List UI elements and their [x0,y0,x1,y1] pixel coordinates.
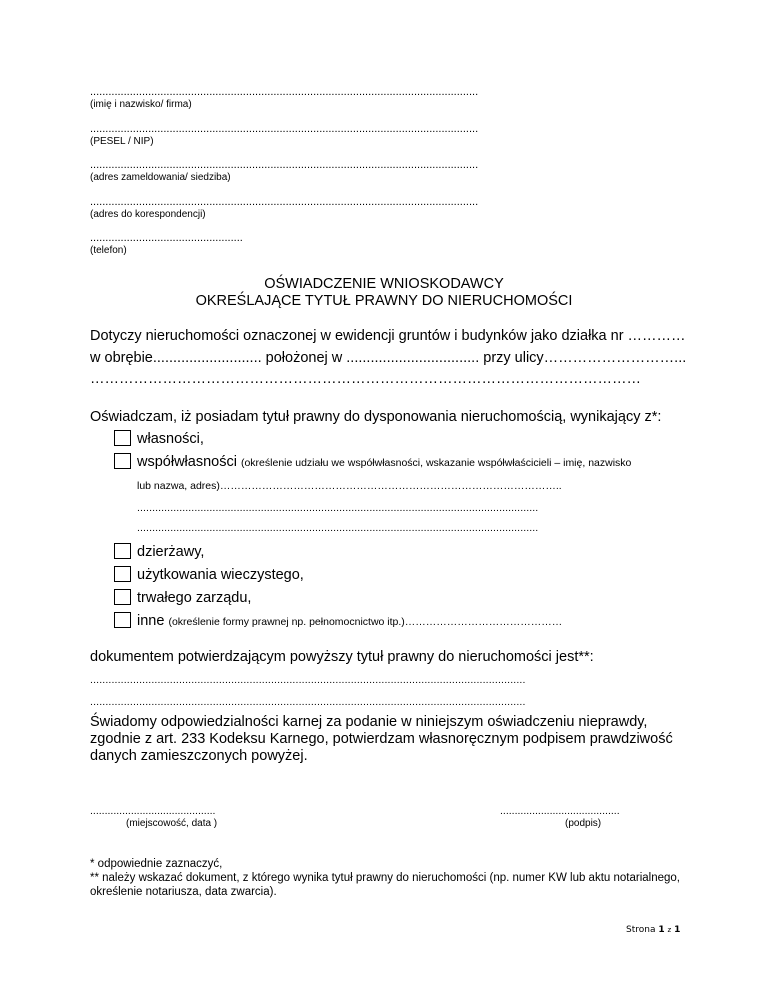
co-ownership-note-line2[interactable]: lub nazwa, adres)…………………………………………………………………………………….. [137,480,562,492]
signature-label: (podpis) [565,818,602,829]
declaration-intro: Oświadczam, iż posiadam tytuł prawny do dysponowania nieruchomością, wynikający z*: [90,409,662,425]
lease-label: dzierżawy, [137,544,205,560]
document-dots-line2[interactable]: .............................................................................................................................................. [90,696,526,708]
ownership-label: własności, [137,431,204,447]
correspondence-address-field-label: (adres do korespondencji) [90,209,206,220]
property-line1: Dotyczy nieruchomości oznaczonej w ewidencji gruntów i budynków jako działka nr ………… [90,328,686,344]
co-ownership-checkbox[interactable] [114,453,131,469]
property-line3: …………………………………………………………………………………………………… [90,371,641,387]
phone-field-dots[interactable]: .................................................. [90,232,243,244]
co-ownership-text: współwłasności [137,454,237,470]
name-field-label: (imię i nazwisko/ firma) [90,99,192,110]
footnote-1: * odpowiednie zaznaczyć, [90,858,223,870]
place-date-dots[interactable]: ........................................... [90,805,216,817]
page-prefix: Strona [626,925,656,935]
registered-address-field-dots[interactable]: ............................................................................................................................... [90,159,479,171]
phone-field-label: (telefon) [90,245,127,256]
co-ownership-dots-line2[interactable]: ..................................................................................................................................... [137,502,539,514]
document-dots-line1[interactable]: .............................................................................................................................................. [90,674,526,686]
page-total: 1 [674,925,681,935]
page-number [626,925,680,935]
other-text: inne [137,613,165,629]
page-current: 1 [658,925,665,935]
ownership-checkbox[interactable] [114,430,131,446]
other-note[interactable]: (określenie formy prawnej np. pełnomocnictwo itp.)……………………………………… [168,616,563,628]
co-ownership-dots-line3[interactable]: ..................................................................................................................................... [137,522,539,534]
document-title-line1: OŚWIADCZENIE WNIOSKODAWCY [264,276,504,292]
place-date-label: (miejscowość, data ) [126,818,218,829]
correspondence-address-field-dots[interactable]: ............................................................................................................................... [90,196,479,208]
page-of: z [667,926,672,934]
perpetual-usufruct-checkbox[interactable] [114,566,131,582]
footnote-2: ** należy wskazać dokument, z którego wynika tytuł prawny do nieruchomości (np. numer KW lub aktu notarialnego, określenie notariusza, data zwarcia). [90,872,680,898]
perpetual-usufruct-label: użytkowania wieczystego, [137,567,304,583]
property-line2: w obrębie........................... położonej w ................................. przy ulicy………………………... [90,350,687,366]
registered-address-field-label: (adres zameldowania/ siedziba) [90,172,231,183]
permanent-management-checkbox[interactable] [114,589,131,605]
lease-checkbox[interactable] [114,543,131,559]
co-ownership-label [137,453,631,472]
other-checkbox[interactable] [114,612,131,628]
signature-dots[interactable]: ......................................... [500,805,620,817]
name-field-dots[interactable]: ............................................................................................................................... [90,86,479,98]
permanent-management-label: trwałego zarządu, [137,590,252,606]
pesel-field-label: (PESEL / NIP) [90,136,154,147]
pesel-field-dots[interactable]: ............................................................................................................................... [90,123,479,135]
legal-statement: Świadomy odpowiedzialności karnej za podanie w niniejszym oświadczeniu nieprawdy, zgodnie z art. 233 Kodeksu Karnego, potwierdzam własnoręcznym podpisem prawdziwość danych zamieszczonych powyżej. [90,714,673,764]
document-intro: dokumentem potwierdzającym powyższy tytuł prawny do nieruchomości jest**: [90,649,594,665]
other-label [137,612,562,631]
co-ownership-note: (określenie udziału we współwłasności, wskazanie współwłaścicieli – imię, nazwisko [240,457,632,469]
document-title-line2: OKREŚLAJĄCE TYTUŁ PRAWNY DO NIERUCHOMOŚCI [195,293,573,309]
